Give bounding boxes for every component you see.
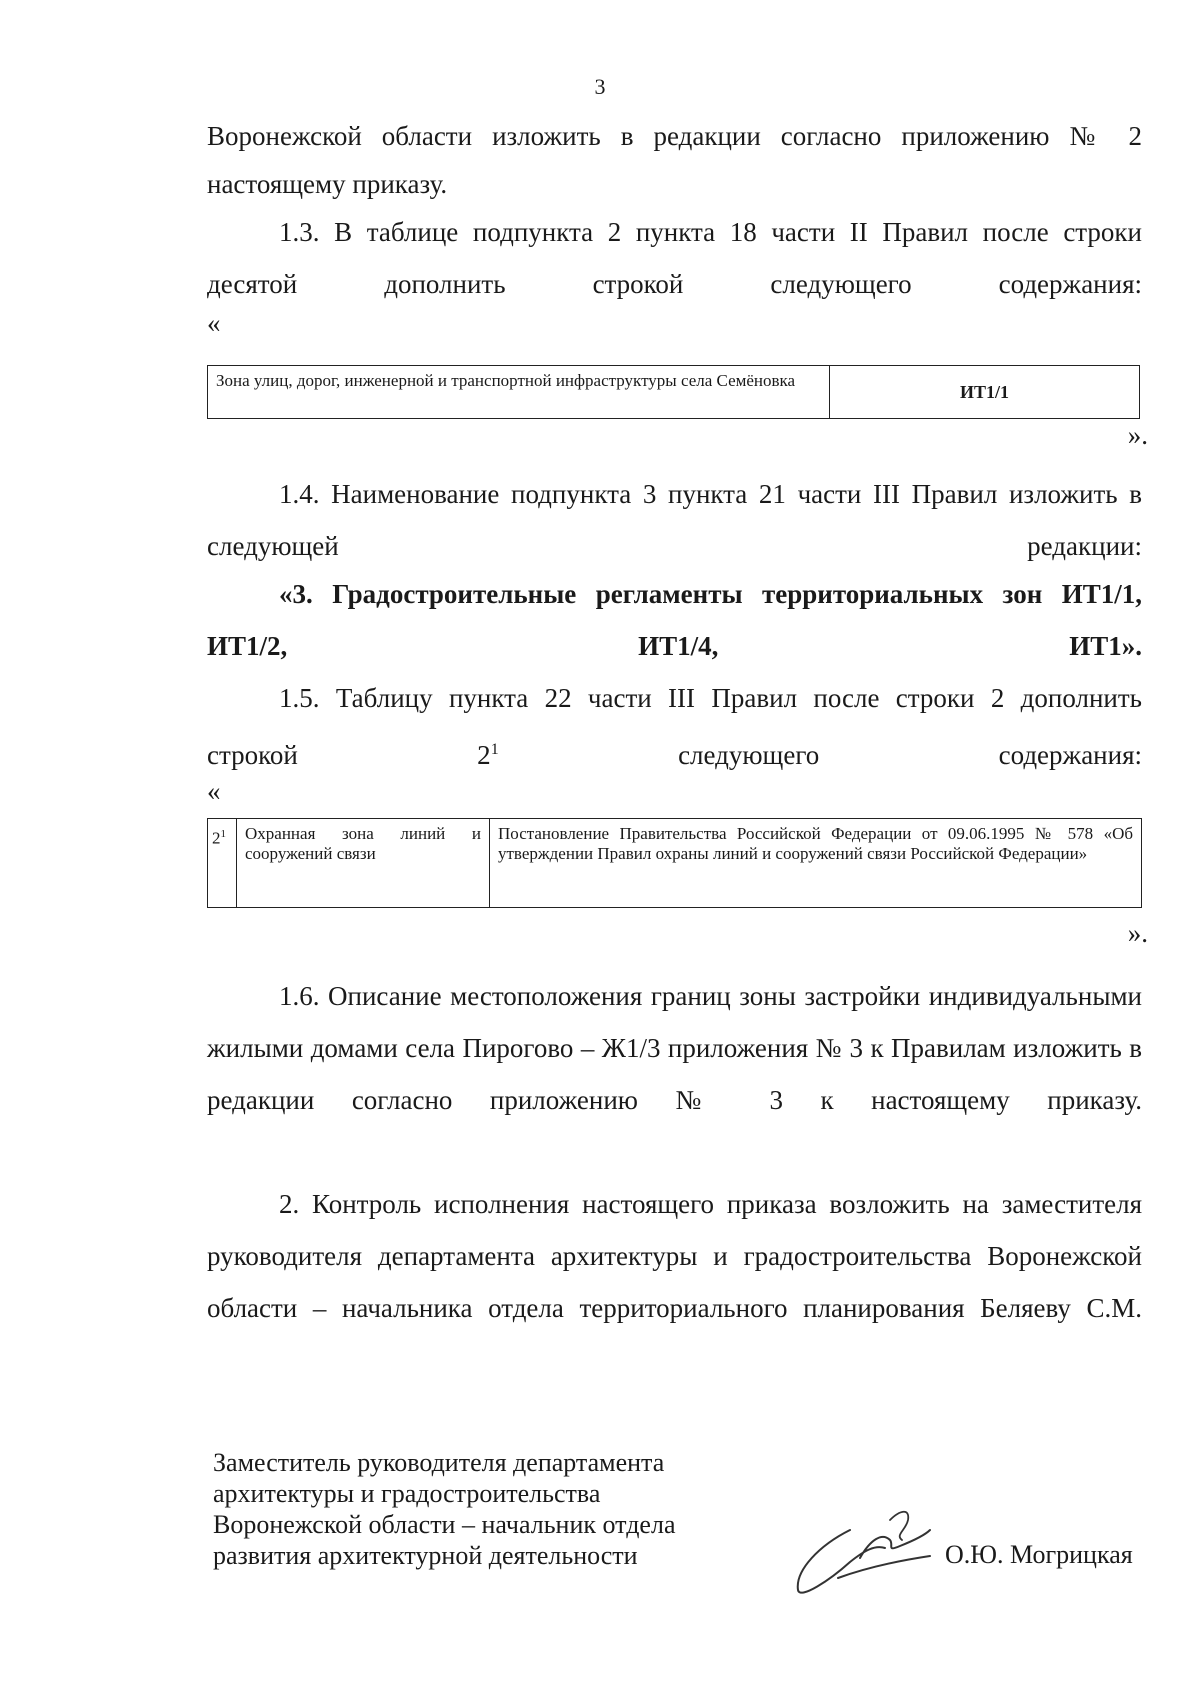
item-2: 2. Контроль исполнения настоящего приказа возложить на заместителя руководителя департамента архитектуры и градостроительства Воронежской области – начальника отдела территориального планирования Беляеву С.М. <box>207 1189 1142 1323</box>
quote-close-1: ». <box>1127 420 1148 450</box>
position-line-4: развития архитектурной деятельности <box>213 1541 638 1570</box>
handwritten-signature-icon <box>790 1490 940 1600</box>
table-cell-zone-name: Охранная зона линий и сооружений связи <box>237 819 490 908</box>
table-zone-1 <box>207 365 1140 419</box>
table-zone-2 <box>207 818 1142 908</box>
item-1-4: 1.4. Наименование подпункта 3 пункта 21 части III Правил изложить в следующей редакции: <box>207 479 1142 561</box>
page-number: 3 <box>594 74 606 99</box>
quote-open-2: « <box>207 776 221 806</box>
item-1-5-text: 1.5. Таблицу пункта 22 части III Правил после строки 2 дополнить строкой 2 <box>207 683 1142 770</box>
table-cell-basis: Постановление Правительства Российской Федерации от 09.06.1995 № 578 «Об утверждении Правил охраны линий и сооружений связи Российской Федерации» <box>490 819 1142 908</box>
position-line-2: архитектуры и градостроительства <box>213 1479 601 1508</box>
table-row <box>208 366 1140 419</box>
paragraph-continuation-line2: настоящему приказу. <box>207 169 448 199</box>
item-1-5-end: следующего содержания: <box>498 740 1142 770</box>
quote-open-1: « <box>207 308 221 338</box>
item-1-5-sup: 1 <box>490 741 499 758</box>
signature-position-block <box>213 1447 773 1571</box>
item-1-3: 1.3. В таблице подпункта 2 пункта 18 части II Правил после строки десятой дополнить строкой следующего содержания: <box>207 217 1142 299</box>
quote-close-2: ». <box>1127 918 1148 948</box>
signatory-name: О.Ю. Могрицкая <box>945 1540 1133 1569</box>
position-line-3: Воронежской области – начальник отдела <box>213 1510 676 1539</box>
position-line-1: Заместитель руководителя департамента <box>213 1448 665 1477</box>
paragraph-continuation-line1: Воронежской области изложить в редакции согласно приложению № 2 <box>207 121 1142 151</box>
table-row <box>208 819 1142 908</box>
table-cell-code: ИТ1/1 <box>830 366 1140 419</box>
table-cell-num: $2^1$ <box>208 819 237 908</box>
table-cell-zone: Зона улиц, дорог, инженерной и транспортной инфраструктуры села Семёновка <box>208 366 830 419</box>
item-1-6: 1.6. Описание местоположения границ зоны застройки индивидуальными жилыми домами села Пирогово – Ж1/3 приложения № 3 к Правилам изложить в редакции согласно приложению № 3 к настоящему приказу. <box>207 981 1142 1115</box>
item-1-5 <box>207 672 1142 781</box>
item-1-4-bold-title: «3. Градостроительные регламенты территориальных зон ИТ1/1, ИТ1/2, ИТ1/4, ИТ1». <box>207 579 1142 661</box>
